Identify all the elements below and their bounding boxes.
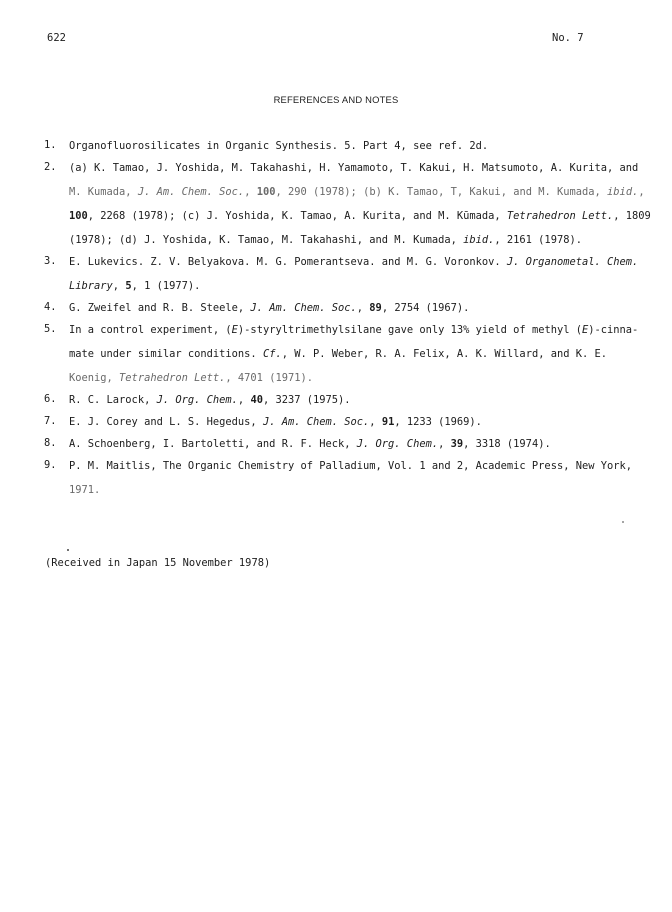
reference-text — [69, 161, 651, 247]
text-segment: J. Am. Chem. Soc. — [137, 186, 245, 198]
reference-number: 5. — [44, 323, 57, 335]
text-segment: ibid. — [607, 186, 639, 198]
text-segment: ibid. — [463, 234, 495, 246]
reference-text — [69, 393, 614, 407]
text-segment: , 290 (1978); (b) K. Tamao, T, Kakui, and M. Kumada, — [275, 186, 608, 198]
reference-line — [69, 459, 632, 483]
text-segment: , — [112, 280, 126, 292]
text-segment: 1971. — [69, 484, 101, 496]
references-list — [0, 139, 672, 505]
reference-line — [69, 371, 638, 385]
text-segment: , W. P. Weber, R. A. Felix, A. K. Willard, and K. E. — [281, 348, 608, 360]
received-date: (Received in Japan 15 November 1978) — [45, 557, 271, 569]
reference-line — [69, 415, 614, 429]
text-segment: , 4701 (1971). — [225, 372, 313, 384]
reference-line — [69, 233, 651, 247]
reference-number: 8. — [44, 437, 57, 449]
reference-item — [0, 459, 672, 497]
text-segment: P. M. Maitlis, The Organic Chemistry of Palladium, Vol. 1 and 2, Academic Press, New York, — [69, 460, 633, 472]
text-segment: , — [356, 302, 370, 314]
text-segment: Koenig, — [69, 372, 120, 384]
reference-line — [69, 139, 614, 153]
text-segment: Library — [69, 280, 113, 292]
reference-number: 6. — [44, 393, 57, 405]
reference-text — [69, 255, 638, 293]
text-segment: 91 — [381, 416, 395, 428]
text-segment: M. Kumada, — [69, 186, 138, 198]
text-segment: Cf. — [262, 348, 282, 360]
text-segment: 39 — [450, 438, 464, 450]
text-segment: , 2754 (1967). — [381, 302, 470, 314]
text-segment: , — [638, 186, 645, 198]
text-segment: E. Lukevics. Z. V. Belyakova. M. G. Pomerantseva. and M. G. Voronkov. — [69, 256, 507, 268]
reference-line — [69, 185, 651, 209]
reference-text — [69, 415, 614, 429]
text-segment: mate under similar conditions. — [69, 348, 263, 360]
text-segment: , 3318 (1974). — [463, 438, 551, 450]
text-segment: J. Org. Chem. — [156, 394, 238, 406]
text-segment: , — [237, 394, 251, 406]
reference-line — [69, 161, 651, 185]
text-segment: J. Am. Chem. Soc. — [250, 302, 357, 314]
reference-item — [0, 301, 672, 315]
reference-item — [0, 437, 672, 451]
reference-line — [69, 393, 614, 407]
text-segment: , 1233 (1969). — [394, 416, 482, 428]
reference-item — [0, 415, 672, 429]
reference-number: 2. — [44, 161, 57, 173]
text-segment: 5 — [125, 280, 132, 292]
reference-line — [69, 323, 638, 347]
text-segment: )-cinna- — [588, 324, 639, 336]
issue-number: No. 7 — [552, 32, 584, 44]
text-segment: (1978); (d) J. Yoshida, K. Tamao, M. Takahashi, and M. Kumada, — [69, 234, 464, 246]
text-segment: In a control experiment, ( — [69, 324, 232, 336]
text-segment: , — [369, 416, 382, 428]
text-segment: , 1809 — [613, 210, 651, 222]
reference-line — [69, 255, 638, 279]
reference-item — [0, 161, 672, 247]
text-segment: , — [438, 438, 451, 450]
print-speck — [67, 549, 69, 551]
reference-text — [69, 139, 614, 153]
text-segment: Tetrahedron Lett. — [119, 372, 226, 384]
reference-number: 7. — [44, 415, 57, 427]
section-heading: REFERENCES AND NOTES — [273, 94, 399, 105]
page-number: 622 — [47, 32, 66, 44]
text-segment: Organofluorosilicates in Organic Synthesis. 5. Part 4, see ref. 2d. — [69, 140, 489, 152]
print-speck — [622, 521, 624, 523]
reference-item — [0, 139, 672, 153]
text-segment: 89 — [369, 302, 382, 314]
text-segment: 100 — [256, 186, 276, 198]
reference-number: 4. — [44, 301, 57, 313]
text-segment: 100 — [69, 210, 88, 222]
text-segment: , — [244, 186, 257, 198]
reference-text — [69, 459, 632, 497]
text-segment: J. Org. Chem. — [356, 438, 439, 450]
text-segment: J. Am. Chem. Soc. — [262, 416, 370, 428]
reference-line — [69, 347, 638, 371]
text-segment: E — [231, 324, 238, 336]
text-segment: , 3237 (1975). — [262, 394, 351, 406]
text-segment: (a) K. Tamao, J. Yoshida, M. Takahashi, H. Yamamoto, T. Kakui, H. Matsumoto, A. Kurita, and — [69, 162, 639, 174]
reference-item — [0, 323, 672, 385]
reference-text — [69, 323, 638, 385]
reference-number: 9. — [44, 459, 57, 471]
reference-number: 1. — [44, 139, 57, 151]
text-segment: E — [582, 324, 589, 336]
reference-line — [69, 483, 632, 497]
text-segment: A. Schoenberg, I. Bartoletti, and R. F. Heck, — [69, 438, 357, 450]
text-segment: Tetrahedron Lett. — [506, 210, 614, 222]
text-segment: R. C. Larock, — [69, 394, 157, 406]
text-segment: , 2268 (1978); (c) J. Yoshida, K. Tamao, A. Kurita, and M. Kūmada, — [87, 210, 507, 222]
reference-item — [0, 255, 672, 293]
reference-item — [0, 393, 672, 407]
text-segment: J. Organometal. Chem. — [506, 256, 639, 268]
reference-line — [69, 279, 638, 293]
text-segment: G. Zweifel and R. B. Steele, — [69, 302, 251, 314]
reference-line — [69, 209, 651, 233]
reference-text — [69, 301, 614, 315]
reference-text — [69, 437, 614, 451]
reference-number: 3. — [44, 255, 57, 267]
text-segment: 40 — [250, 394, 263, 406]
reference-line — [69, 301, 614, 315]
reference-line — [69, 437, 614, 451]
text-segment: , 1 (1977). — [131, 280, 201, 292]
text-segment: )-styryltrimethylsilane gave only 13% yield of methyl ( — [237, 324, 582, 336]
text-segment: , 2161 (1978). — [494, 234, 582, 246]
text-segment: E. J. Corey and L. S. Hegedus, — [69, 416, 263, 428]
